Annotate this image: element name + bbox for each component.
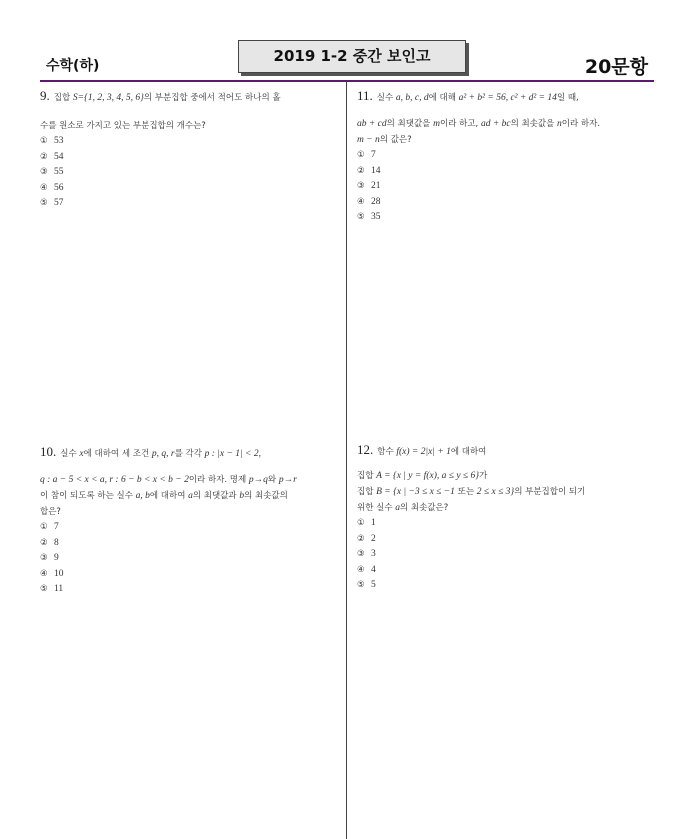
question-9-line1	[40, 88, 340, 106]
question-11-line2	[357, 116, 657, 132]
text: 실수	[60, 449, 80, 459]
question-11	[357, 88, 657, 226]
math: 2 ≤ x ≤ 3}	[476, 487, 515, 497]
text: 와	[267, 475, 279, 485]
choice-mark: ③	[357, 549, 365, 559]
question-10-line2	[40, 472, 340, 488]
math: m	[433, 119, 440, 129]
choice-2[interactable]	[40, 150, 340, 166]
text: 일 때,	[556, 93, 579, 103]
text: 에 대하여 세 조건	[83, 449, 152, 459]
text: 함수	[377, 447, 397, 457]
subject-label: 수학(하)	[46, 58, 100, 74]
question-11-line1	[357, 88, 657, 106]
text: 를 각각	[174, 449, 205, 459]
text: 집합	[357, 471, 377, 481]
question-number: 10.	[40, 444, 57, 459]
choice-value: 3	[371, 549, 376, 559]
math: p, q, r	[151, 449, 175, 459]
question-number: 12.	[357, 442, 374, 457]
math: ab + cd	[357, 119, 387, 129]
math: f(x) = 2|x| + 1	[396, 447, 451, 457]
choice-5[interactable]	[357, 578, 657, 594]
choice-1[interactable]	[357, 148, 657, 164]
choice-2[interactable]	[40, 536, 340, 552]
choice-value: 55	[54, 167, 64, 177]
choice-value: 1	[371, 518, 376, 528]
choice-mark: ①	[357, 150, 365, 160]
choice-mark: ⑤	[40, 584, 48, 594]
choice-mark: ③	[40, 167, 48, 177]
text: 이라 하자.	[561, 119, 601, 129]
text: 수를 원소로 가지고 있는 부분집합의 개수는?	[40, 121, 206, 131]
choice-mark: ⑤	[357, 580, 365, 590]
text: 이라 하자. 명제	[188, 475, 249, 485]
question-12	[357, 442, 657, 594]
choice-1[interactable]	[357, 516, 657, 532]
header-rule	[40, 80, 654, 82]
question-10-line3	[40, 488, 340, 504]
question-12-line2	[357, 468, 657, 484]
question-number: 9.	[40, 88, 50, 103]
math: a, b	[135, 491, 150, 501]
text: 의 값은?	[379, 135, 412, 145]
choice-3[interactable]	[357, 547, 657, 563]
question-10-line1	[40, 444, 340, 462]
choice-3[interactable]	[40, 551, 340, 567]
question-10-line4	[40, 504, 340, 520]
choice-mark: ②	[357, 165, 365, 176]
choice-value: 35	[371, 212, 381, 222]
math: p→r	[278, 475, 297, 485]
question-12-line1	[357, 442, 657, 460]
choice-value: 53	[54, 136, 64, 146]
question-number: 11.	[357, 88, 373, 103]
choice-5[interactable]	[40, 196, 340, 212]
math: m − n	[357, 135, 380, 145]
choice-value: 4	[371, 564, 376, 575]
question-9	[40, 88, 340, 212]
choice-value: 8	[54, 537, 59, 548]
math: ad + bc	[480, 119, 511, 129]
choice-value: 56	[54, 182, 64, 193]
choice-value: 9	[54, 553, 59, 563]
choice-mark: ①	[40, 136, 48, 146]
choice-4[interactable]	[357, 195, 657, 211]
choice-value: 14	[371, 165, 381, 176]
question-9-line2	[40, 118, 340, 134]
choice-1[interactable]	[40, 134, 340, 150]
math: S={1, 2, 3, 4, 5, 6}	[72, 93, 144, 103]
choice-2[interactable]	[357, 532, 657, 548]
choice-mark: ②	[40, 151, 48, 162]
choice-value: 5	[371, 580, 376, 590]
choice-mark: ⑤	[40, 198, 48, 208]
choice-list	[40, 520, 340, 598]
math: a	[188, 491, 193, 501]
choice-value: 28	[371, 196, 381, 207]
choice-value: 7	[54, 522, 59, 532]
text: 의 최솟값을	[510, 119, 558, 129]
text: 에 대해	[428, 93, 459, 103]
choice-value: 21	[371, 181, 381, 191]
exam-title-text: 2019 1-2 중간 보인고	[273, 47, 431, 65]
text: 집합	[357, 487, 377, 497]
choice-mark: ②	[40, 537, 48, 548]
text: 합은?	[40, 507, 61, 517]
exam-title	[238, 40, 466, 73]
choice-5[interactable]	[357, 210, 657, 226]
choice-5[interactable]	[40, 582, 340, 598]
choice-value: 11	[54, 584, 64, 594]
math: n	[557, 119, 562, 129]
text: 의 최솟값은?	[400, 503, 449, 513]
text: 의 최솟값의	[244, 491, 288, 501]
text: 에 대하여	[149, 491, 189, 501]
text: 집합	[53, 93, 73, 103]
choice-2[interactable]	[357, 164, 657, 180]
math: x	[79, 449, 84, 459]
choice-value: 7	[371, 150, 376, 160]
text: 에 대하여	[450, 447, 487, 457]
math: a	[395, 503, 400, 513]
choice-mark: ①	[357, 518, 365, 528]
text: 의 최댓값을	[386, 119, 434, 129]
choice-mark: ④	[40, 568, 48, 579]
choice-value: 57	[54, 198, 64, 208]
question-12-line4	[357, 500, 657, 516]
math: p : |x − 1| < 2,	[204, 449, 261, 459]
choice-mark: ⑤	[357, 212, 365, 222]
choice-4[interactable]	[357, 563, 657, 579]
choice-mark: ④	[357, 196, 365, 207]
text: 의 부분집합이 되기	[514, 487, 586, 497]
math: b	[239, 491, 245, 501]
choice-value: 54	[54, 151, 64, 162]
text: 가	[479, 471, 488, 481]
choice-value: 10	[54, 568, 64, 579]
text: 또는	[454, 487, 477, 497]
text: 실수	[376, 93, 396, 103]
math: A = {x | y = f(x), a ≤ y ≤ 6}	[376, 471, 480, 481]
text: 위한 실수	[357, 503, 396, 513]
choice-4[interactable]	[40, 181, 340, 197]
choice-list	[357, 148, 657, 226]
text: 의 부분집합 중에서 적어도 하나의 홀	[143, 93, 281, 103]
math: p→q	[248, 475, 268, 485]
choice-mark: ③	[357, 181, 365, 191]
question-10	[40, 444, 340, 598]
question-count: 20문항	[584, 56, 648, 78]
choice-list	[40, 134, 340, 212]
choice-mark: ②	[357, 533, 365, 544]
choice-mark: ①	[40, 522, 48, 532]
question-11-line3	[357, 132, 657, 148]
math: a, b, c, d	[395, 93, 429, 103]
choice-3[interactable]	[40, 165, 340, 181]
choice-1[interactable]	[40, 520, 340, 536]
choice-mark: ④	[40, 182, 48, 193]
text: 이 참이 되도록 하는 실수	[40, 491, 136, 501]
column-divider	[346, 82, 347, 839]
choice-3[interactable]	[357, 179, 657, 195]
math: q : a − 5 < x < a, r : 6 − b < x < b − 2	[40, 475, 189, 485]
math: B = {x | −3 ≤ x ≤ −1	[376, 487, 455, 497]
choice-value: 2	[371, 533, 376, 544]
choice-mark: ③	[40, 553, 48, 563]
math: a² + b² = 56, c² + d² = 14	[458, 93, 557, 103]
choice-mark: ④	[357, 564, 365, 575]
choice-4[interactable]	[40, 567, 340, 583]
text: 의 최댓값과	[192, 491, 240, 501]
text: 이라 하고,	[439, 119, 481, 129]
question-12-line3	[357, 484, 657, 500]
choice-list	[357, 516, 657, 594]
